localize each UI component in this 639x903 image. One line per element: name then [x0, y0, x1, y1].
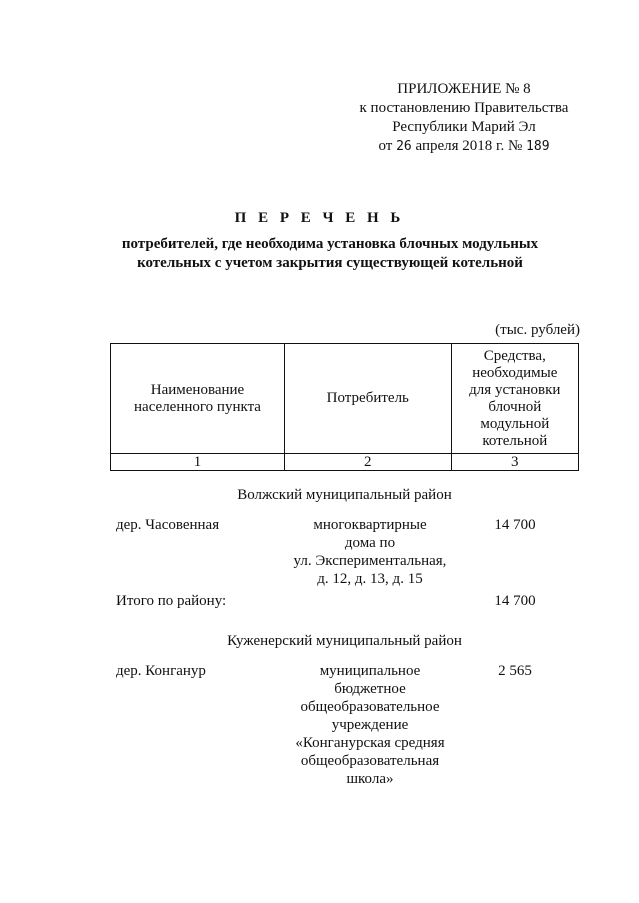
amount-value: 2 565: [498, 663, 532, 679]
district-heading: Куженерский муниципальный район: [227, 633, 462, 649]
district-total-amount: 14 700: [494, 593, 536, 609]
appendix-block: [340, 80, 588, 156]
header-amount: Средства, необходимые для установки блочной модульной котельной: [451, 344, 578, 454]
appendix-title: ПРИЛОЖЕНИЕ № 8: [397, 81, 531, 97]
appendix-republic-line: Республики Марий Эл: [392, 119, 536, 135]
header-locality: Наименование населенного пункта: [111, 344, 285, 454]
date-month-year: апреля 2018 г. №: [415, 138, 523, 154]
date-day: 26: [396, 139, 412, 154]
column-number-row: [111, 454, 579, 471]
header-row: [111, 344, 579, 454]
consumer-description: многоквартирные дома по ул. Экспериментальная, д. 12, д. 13, д. 15: [293, 517, 447, 587]
column-number-3: 3: [451, 454, 578, 471]
district-heading: Волжский муниципальный район: [237, 487, 452, 503]
column-number-1: 1: [111, 454, 285, 471]
consumer-description: муниципальное бюджетное общеобразовательное учреждение «Конганурская средняя общеобразовательная школа»: [295, 663, 445, 787]
table-header: [110, 343, 579, 471]
amount-value: 14 700: [494, 517, 536, 533]
district-total-label: Итого по району:: [116, 593, 227, 609]
column-number-2: 2: [284, 454, 451, 471]
locality-name: дер. Часовенная: [116, 517, 220, 533]
appendix-date-line: [340, 137, 588, 156]
unit-label: (тыс. рублей): [495, 322, 580, 338]
document-title: П Е Р Е Ч Е Н Ь: [234, 210, 405, 226]
header-consumer: Потребитель: [284, 344, 451, 454]
decree-number: 189: [526, 139, 550, 154]
locality-name: дер. Конганур: [116, 663, 206, 679]
date-prefix: от: [378, 138, 393, 154]
document-subtitle: потребителей, где необходима установка блочных модульных котельных с учетом закрытия существующей котельной: [121, 236, 539, 271]
appendix-decree-line: к постановлению Правительства: [359, 100, 569, 116]
